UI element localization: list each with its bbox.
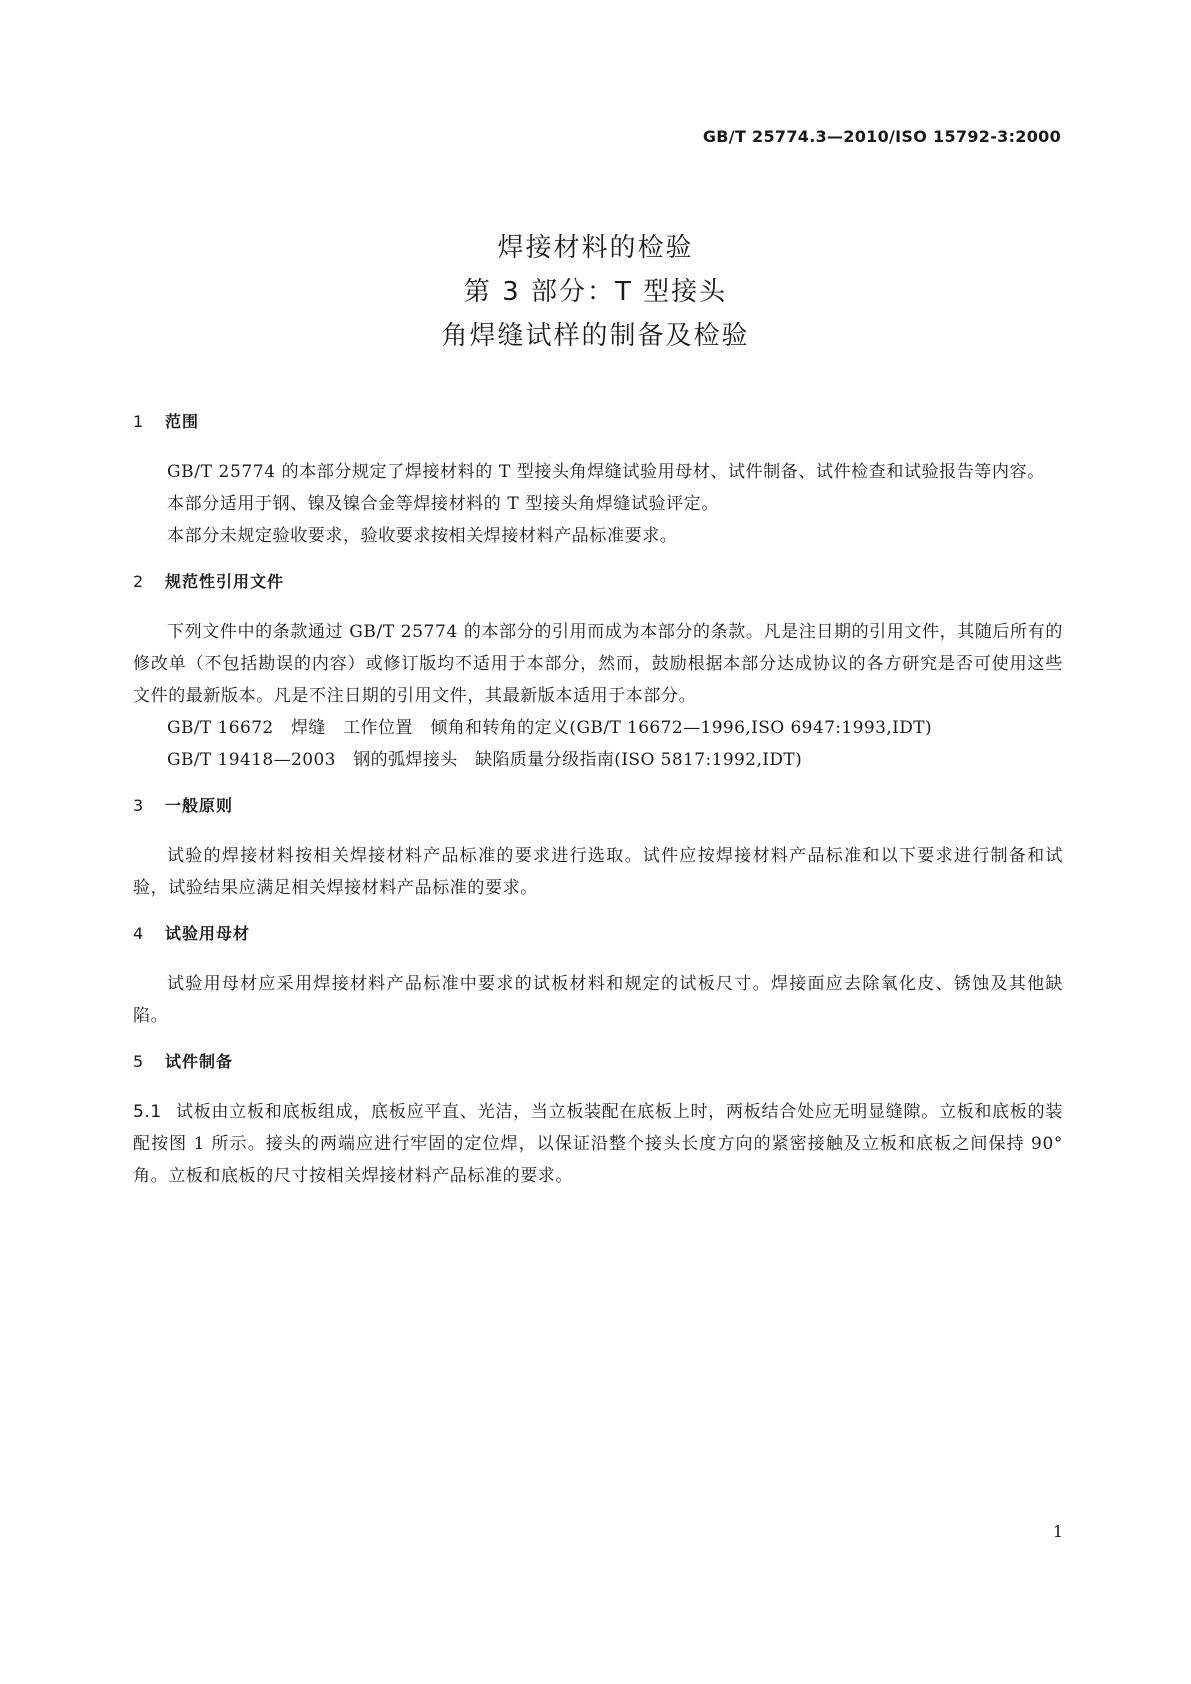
document-body: [133, 410, 1063, 1192]
section-2-paragraph-1: 下列文件中的条款通过 GB/T 25774 的本部分的引用而成为本部分的条款。凡是注日期的引用文件，其随后所有的修改单（不包括勘误的内容）或修订版均不适用于本部分，然而，鼓励根据本部分达成协议的各方研究是否可使用这些文件的最新版本。凡是不注日期的引用文件，其最新版本适用于本部分。: [133, 622, 1063, 706]
section-title: 试验用母材: [165, 924, 251, 943]
section-1-paragraph-1: GB/T 25774 的本部分规定了焊接材料的 T 型接头角焊缝试验用母材、试件制备、试件检查和试验报告等内容。: [167, 462, 1045, 482]
section-title: 一般原则: [165, 796, 234, 815]
section-5-heading: [133, 1050, 1063, 1074]
title-line-2: 第 3 部分：T 型接头: [463, 277, 728, 307]
clause-number: 5.1: [133, 1102, 162, 1122]
title-line-1: 焊接材料的检验: [497, 233, 694, 263]
section-number: 4: [133, 924, 145, 943]
section-3-paragraph-1: 试验的焊接材料按相关焊接材料产品标准的要求进行选取。试件应按焊接材料产品标准和以下要求进行制备和试验，试验结果应满足相关焊接材料产品标准的要求。: [133, 846, 1063, 898]
normative-reference-1: GB/T 16672 焊缝 工作位置 倾角和转角的定义(GB/T 16672—1996,ISO 6947:1993,IDT): [167, 718, 933, 738]
section-1-paragraph-3: 本部分未规定验收要求，验收要求按相关焊接材料产品标准要求。: [167, 526, 678, 546]
page-number: 1: [1052, 1522, 1063, 1541]
section-number: 2: [133, 572, 145, 591]
section-2-heading: [133, 570, 1063, 594]
standard-code: GB/T 25774.3—2010/ISO 15792-3:2000: [702, 127, 1061, 146]
clause-text: 试板由立板和底板组成，底板应平直、光洁，当立板装配在底板上时，两板结合处应无明显缝隙。立板和底板的装配按图 1 所示。接头的两端应进行牢固的定位焊，以保证沿整个接头长度方向的紧密接触及立板和底板之间保持 90°角。立板和底板的尺寸按相关焊接材料产品标准的要求。: [133, 1102, 1063, 1186]
section-4-heading: [133, 922, 1063, 946]
clause-5-1: [133, 1096, 1063, 1192]
title-line-3: 角焊缝试样的制备及检验: [441, 321, 750, 351]
section-4-paragraph-1: 试验用母材应采用焊接材料产品标准中要求的试板材料和规定的试板尺寸。焊接面应去除氧化皮、锈蚀及其他缺陷。: [133, 974, 1063, 1026]
section-1-paragraph-2: 本部分适用于钢、镍及镍合金等焊接材料的 T 型接头角焊缝试验评定。: [167, 494, 719, 514]
section-number: 3: [133, 796, 145, 815]
section-title: 规范性引用文件: [165, 572, 285, 591]
section-title: 范围: [165, 412, 200, 431]
section-title: 试件制备: [165, 1052, 234, 1071]
section-number: 1: [133, 412, 145, 431]
section-number: 5: [133, 1052, 145, 1071]
section-3-heading: [133, 794, 1063, 818]
document-title: [0, 226, 1191, 358]
normative-reference-2: GB/T 19418—2003 钢的弧焊接头 缺陷质量分级指南(ISO 5817:1992,IDT): [167, 750, 803, 770]
section-1-heading: [133, 410, 1063, 434]
